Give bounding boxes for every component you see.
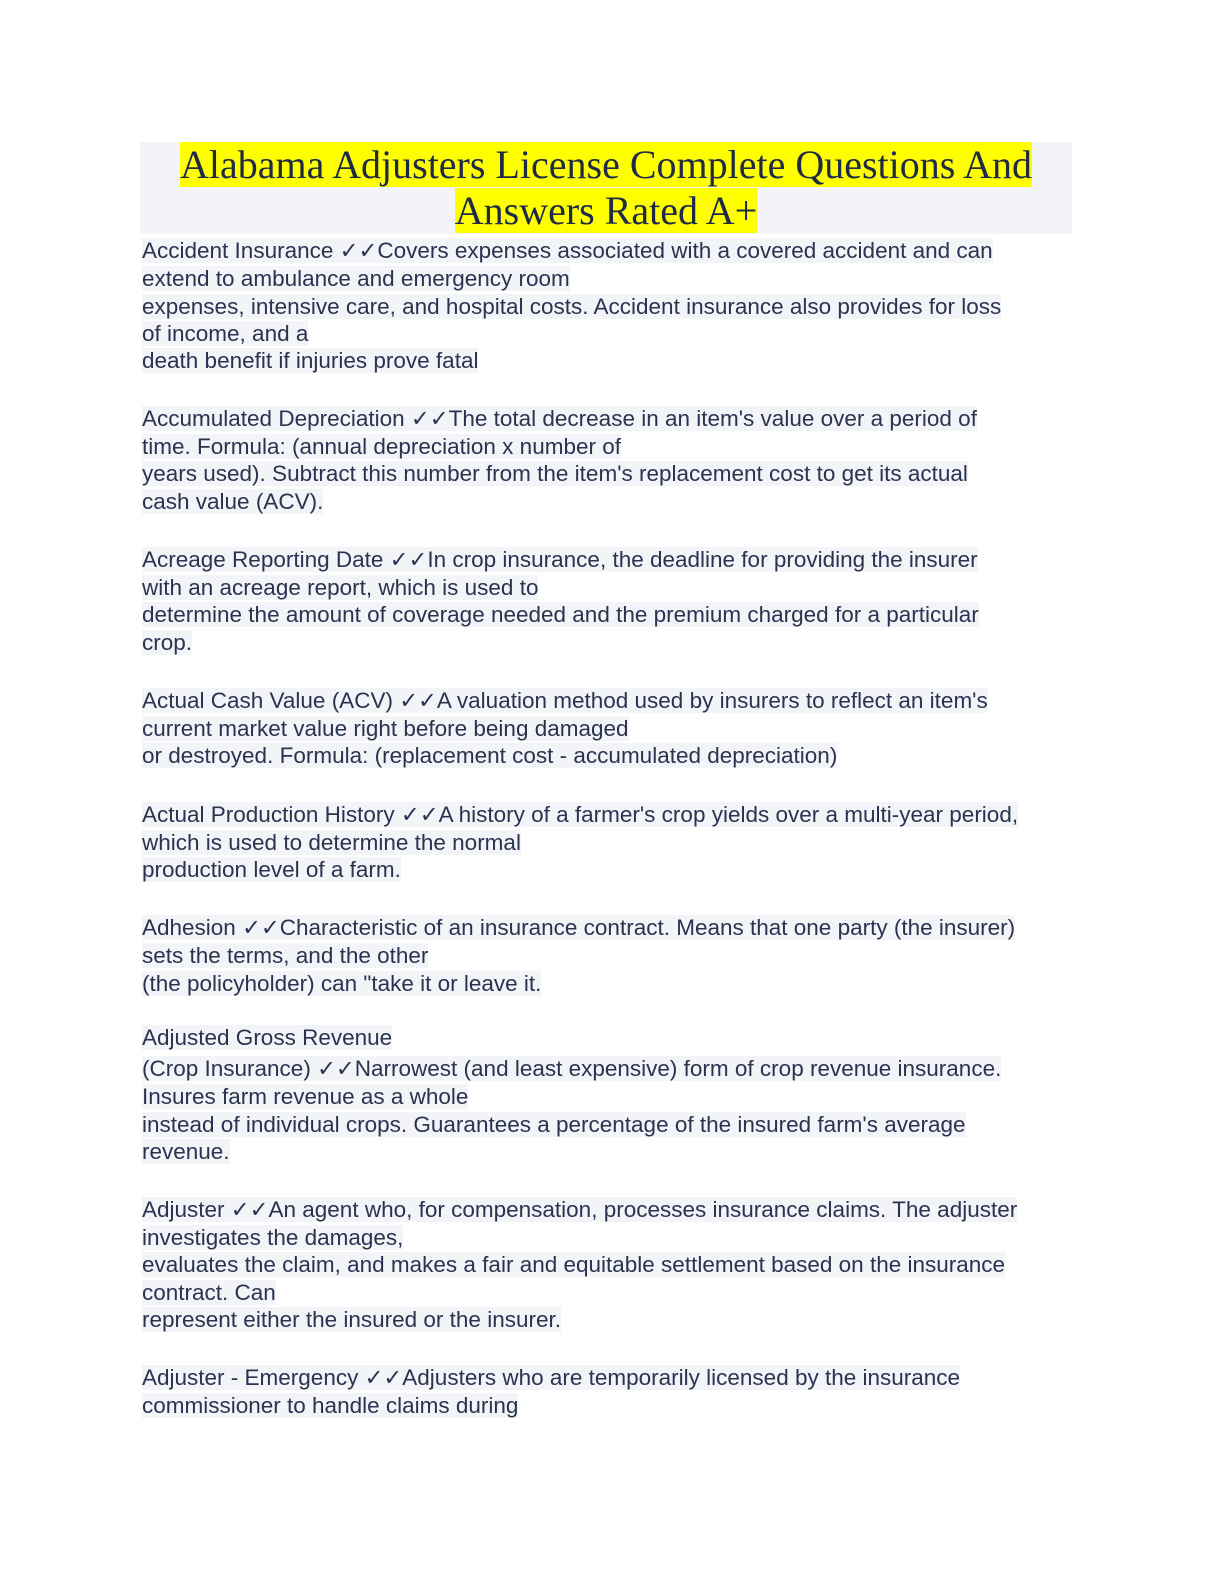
- entry-accumulated-depreciation-line: time. Formula: (annual depreciation x number of: [142, 434, 621, 459]
- entry-adjuster-line: investigates the damages,: [142, 1225, 404, 1250]
- entry-adhesion-line: (the policyholder) can "take it or leave it.: [142, 971, 542, 996]
- entry-actual-cash-value-line: or destroyed. Formula: (replacement cost - accumulated depreciation): [142, 743, 838, 768]
- entry-actual-production-history-line: which is used to determine the normal: [142, 830, 521, 855]
- title-line-2: Answers Rated A+: [454, 188, 758, 233]
- entry-accident-insurance-line: of income, and a: [142, 321, 309, 346]
- entry-actual-production-history-line: Actual Production History ✓✓A history of a farmer's crop yields over a multi-year period,: [142, 802, 1019, 827]
- entry-adjusted-gross-revenue-line: revenue.: [142, 1139, 230, 1164]
- entry-adjuster-line: represent either the insured or the insurer.: [142, 1307, 561, 1332]
- entry-accumulated-depreciation-line: Accumulated Depreciation ✓✓The total decrease in an item's value over a period of: [142, 406, 977, 431]
- entry-adjusted-gross-revenue-line: Insures farm revenue as a whole: [142, 1084, 469, 1109]
- entry-adjuster-line: contract. Can: [142, 1280, 276, 1305]
- entry-adjuster-emergency-line: commissioner to handle claims during: [142, 1393, 519, 1418]
- entry-adjuster-line: Adjuster ✓✓An agent who, for compensation, processes insurance claims. The adjuster: [142, 1197, 1018, 1222]
- entry-accident-insurance-line: expenses, intensive care, and hospital costs. Accident insurance also provides for loss: [142, 294, 1002, 319]
- entry-adjuster-emergency-line: Adjuster - Emergency ✓✓Adjusters who are temporarily licensed by the insurance: [142, 1365, 961, 1390]
- entry-acreage-reporting-date-line: crop.: [142, 630, 193, 655]
- entry-accident-insurance-line: death benefit if injuries prove fatal: [142, 348, 479, 373]
- entry-adhesion-line: sets the terms, and the other: [142, 943, 429, 968]
- title-line-1: Alabama Adjusters License Complete Questions And: [179, 142, 1033, 187]
- entry-adjuster-line: evaluates the claim, and makes a fair and equitable settlement based on the insurance: [142, 1252, 1006, 1277]
- entry-acreage-reporting-date-line: with an acreage report, which is used to: [142, 575, 539, 600]
- entry-actual-cash-value-line: Actual Cash Value (ACV) ✓✓A valuation method used by insurers to reflect an item's: [142, 688, 988, 713]
- entry-accumulated-depreciation-line: years used). Subtract this number from the item's replacement cost to get its actual: [142, 461, 968, 486]
- entry-accident-insurance-line: extend to ambulance and emergency room: [142, 266, 570, 291]
- entry-adjusted-gross-revenue-line: (Crop Insurance) ✓✓Narrowest (and least expensive) form of crop revenue insurance.: [142, 1056, 1002, 1081]
- document-title: [140, 142, 1072, 234]
- entry-acreage-reporting-date-line: determine the amount of coverage needed and the premium charged for a particular: [142, 602, 979, 627]
- entry-adjusted-gross-revenue-line: instead of individual crops. Guarantees a percentage of the insured farm's average: [142, 1112, 966, 1137]
- entry-actual-production-history-line: production level of a farm.: [142, 857, 401, 882]
- entry-adjusted-gross-revenue-line: Adjusted Gross Revenue: [142, 1025, 393, 1050]
- entry-adhesion-line: Adhesion ✓✓Characteristic of an insurance contract. Means that one party (the insurer): [142, 915, 1016, 940]
- entry-acreage-reporting-date-line: Acreage Reporting Date ✓✓In crop insurance, the deadline for providing the insurer: [142, 547, 978, 572]
- entry-accumulated-depreciation-line: cash value (ACV).: [142, 489, 324, 514]
- entry-accident-insurance-line: Accident Insurance ✓✓Covers expenses associated with a covered accident and can: [142, 238, 993, 263]
- entry-actual-cash-value-line: current market value right before being damaged: [142, 716, 629, 741]
